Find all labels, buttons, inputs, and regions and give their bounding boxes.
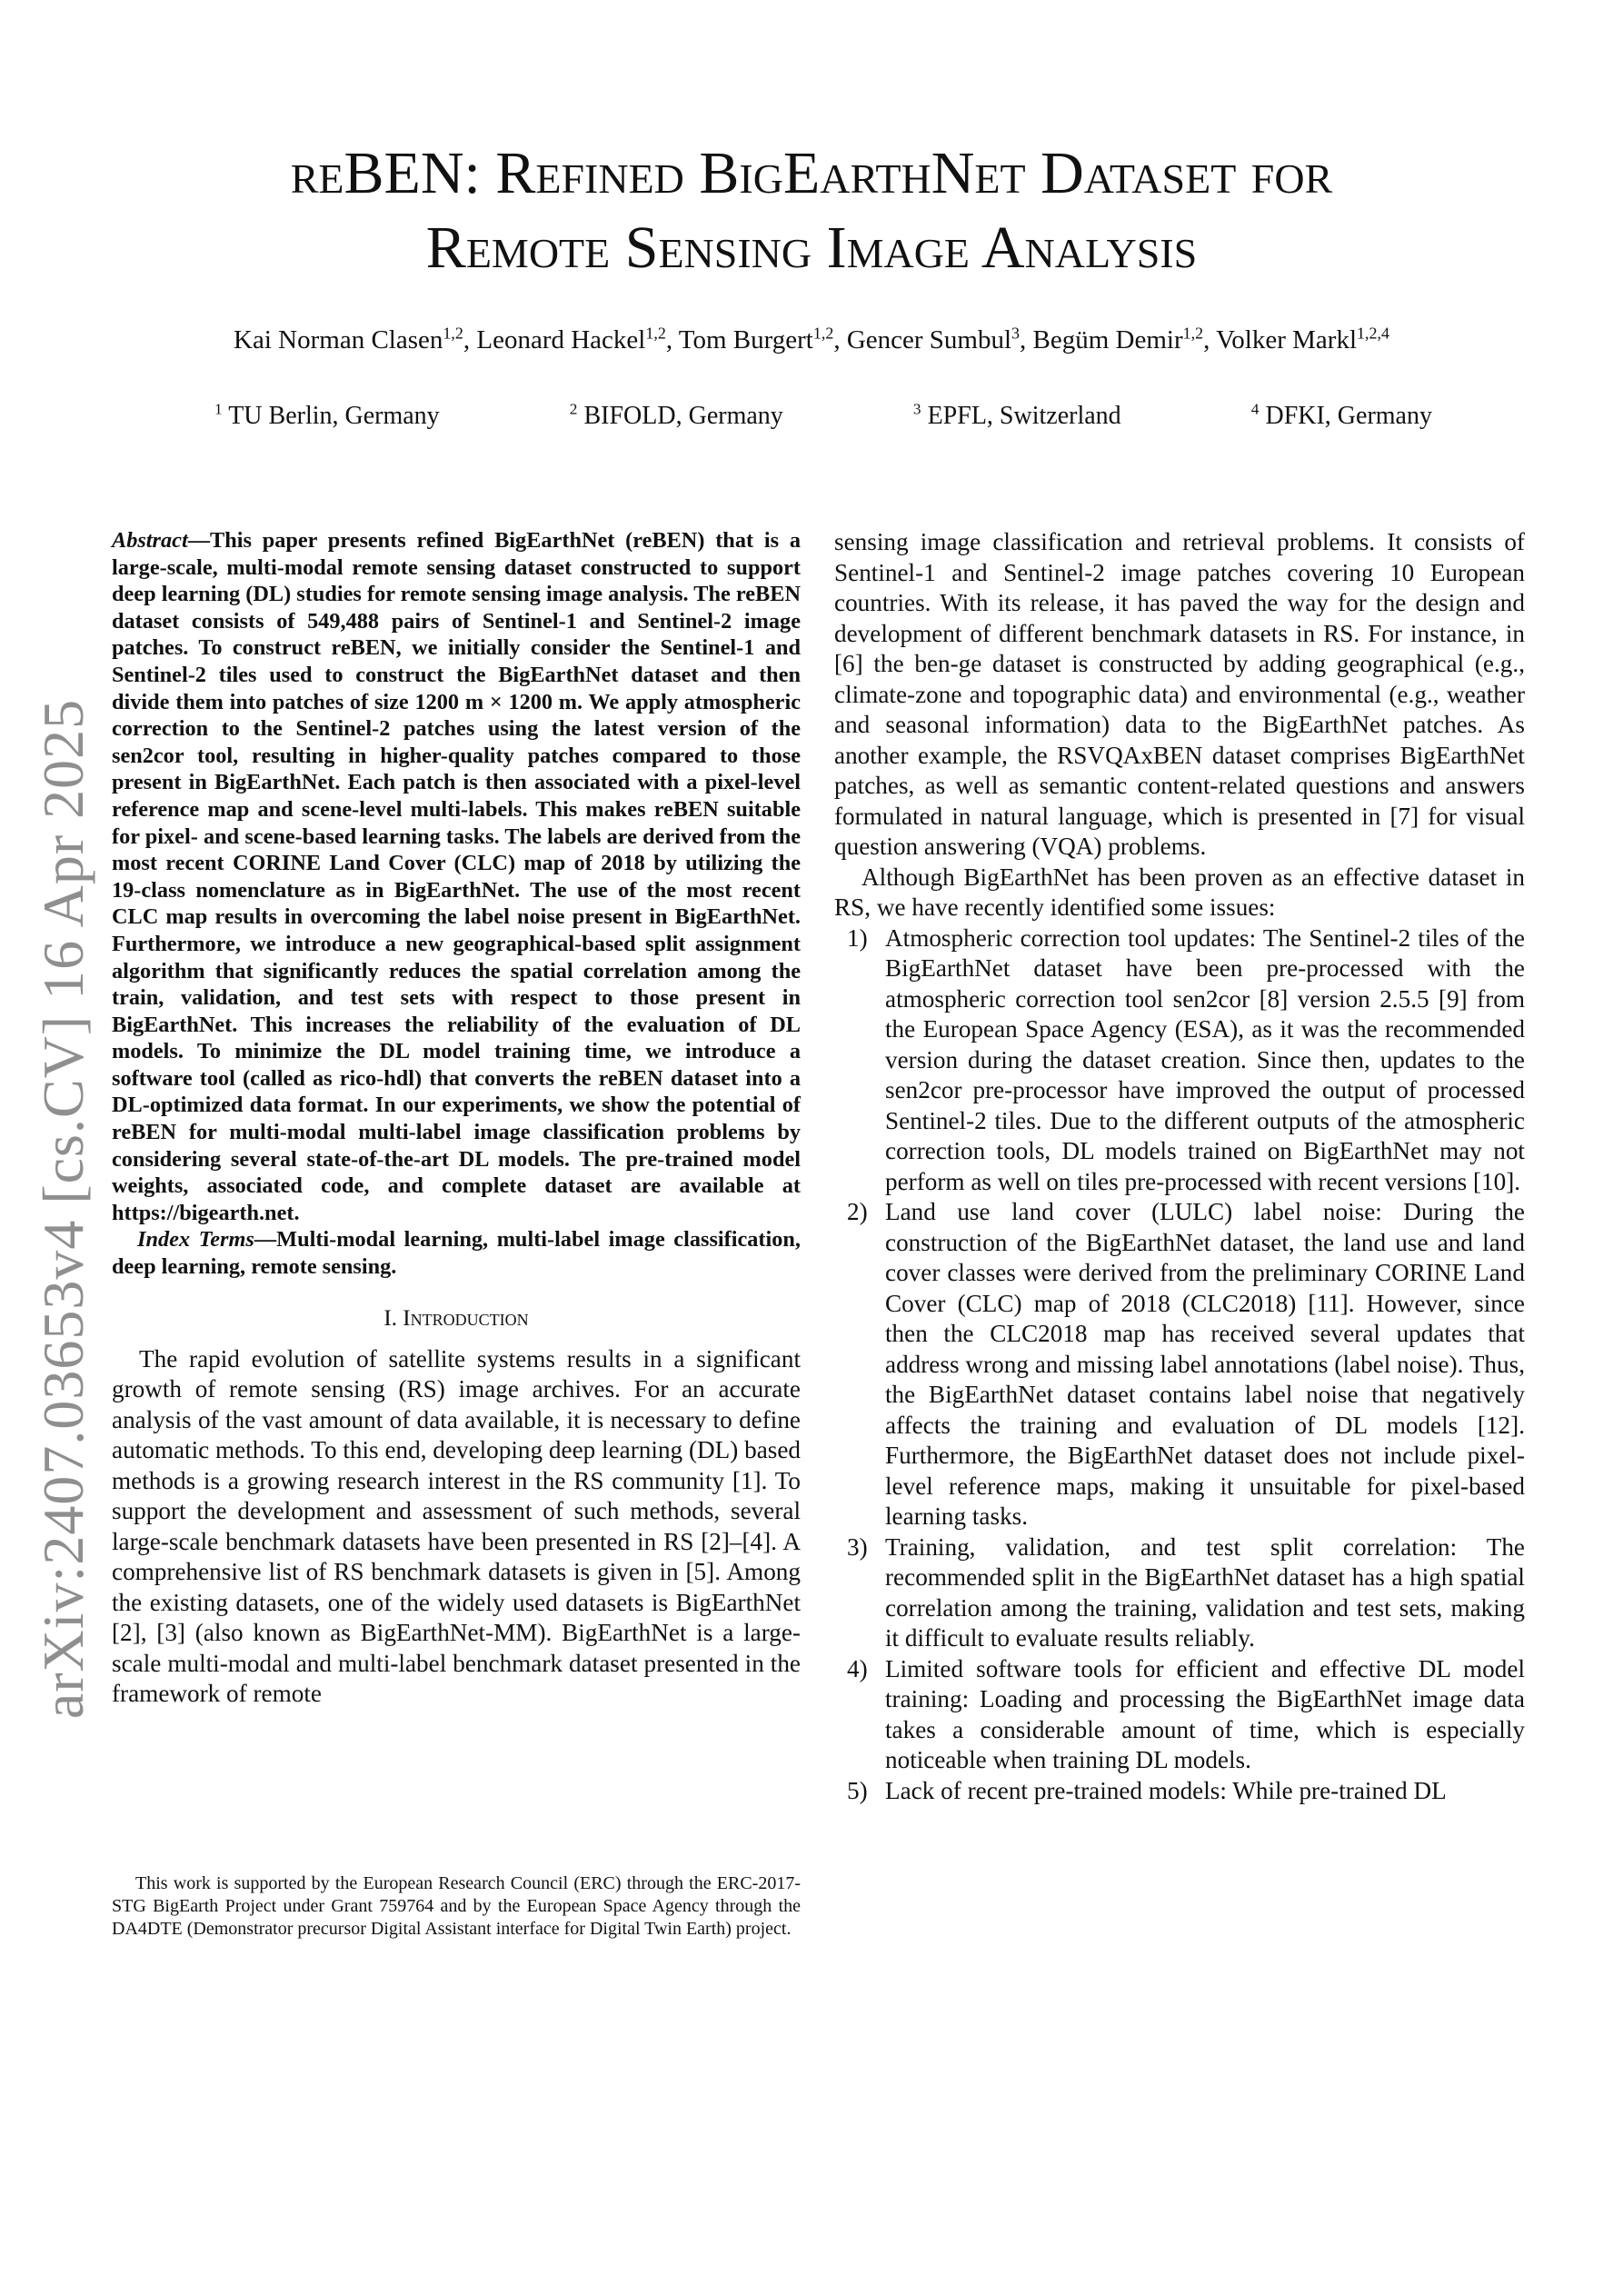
author: Begüm Demir$^{1,2}$: [1032, 324, 1204, 354]
list-item: 4) Limited software tools for efficient and effective DL model training: Loading and processing the BigEarthNet image data takes a considerable amount of time, which is especially noticeable when training DL models.: [847, 1654, 1525, 1773]
abstract-text: —This paper presents refined BigEarthNet (reBEN) that is a large-scale, multi-modal remote sensing dataset constructed to support deep learning (DL) studies for remote sensing image analysis. The reBEN dataset consists of 549,488 pairs of Sentinel-1 and Sentinel-2 image patches. To construct reBEN, we initially consider the Sentinel-1 and Sentinel-2 tiles used to construct the BigEarthNet dataset and then divide them into patches of size 1200 m × 1200 m. We apply atmospheric correction to the Sentinel-2 patches using the latest version of the sen2cor tool, resulting in higher-quality patches compared to those present in BigEarthNet. Each patch is then associated with a pixel-level reference map and scene-level multi-labels. This makes reBEN suitable for pixel- and scene-based learning tasks. The labels are derived from the most recent CORINE Land Cover (CLC) map of 2018 by utilizing the 19-class nomenclature as in BigEarthNet. The use of the most recent CLC map results in overcoming the label noise present in BigEarthNet. Furthermore, we introduce a new geographical-based split assignment algorithm that significantly reduces the spatial correlation among the train, validation, and test sets with respect to those present in BigEarthNet. This increases the reliability of the evaluation of DL models. To minimize the DL model training time, we introduce a software tool (called as rico-hdl) that converts the reBEN dataset into a DL-optimized data format. In our experiments, we show the potential of reBEN for multi-modal multi-label image classification problems by considering several state-of-the-art DL models. The pre-trained model weights, associated code, and complete dataset are available at https://bigearth.net.: [112, 528, 801, 1225]
affiliation-list: [214, 402, 1432, 431]
section-heading: I. Introduction: [383, 1305, 529, 1331]
body-paragraph: sensing image classification and retrieval problems. It consists of Sentinel-1 and Sentinel-2 image patches covering 10 European countries. With its release, it has paved the way for the design and development of different benchmark datasets in RS. For instance, in [6] the ben-ge dataset is constructed by adding geographical (e.g., climate-zone and topographic data) and environmental (e.g., weather and seasonal information) data to the BigEarthNet patches. As another example, the RSVQAxBEN dataset comprises BigEarthNet patches, as well as semantic content-related questions and answers formulated in natural language, which is presented in [7] for visual question answering (VQA) problems.: [834, 528, 1525, 860]
author: Gencer Sumbul$^3$: [846, 324, 1021, 354]
arxiv-stamp: [27, 698, 100, 1720]
list-item: 5) Lack of recent pre-trained models: While pre-trained DL: [847, 1776, 1447, 1804]
author: Leonard Hackel$^{1,2}$: [476, 324, 666, 354]
paper-title: [109, 136, 1514, 285]
list-item: 1) Atmospheric correction tool updates: The Sentinel-2 tiles of the BigEarthNet dataset have been pre-processed with the atmospheric correction tool sen2cor [8] version 2.5.5 [9] from the European Space Agency (ESA), as it was the recommended version during the dataset creation. Since then, updates to the sen2cor pre-processor have improved the output of processed Sentinel-2 tiles. Due to the different outputs of the atmospheric correction tools, DL models trained on BigEarthNet may not perform as well on tiles pre-processed with recent versions [10].: [847, 923, 1525, 1195]
author-list: Kai Norman Clasen$^{1,2}$, Leonard Hackel$^{1,2}$, Tom Burgert$^{1,2}$, Gencer Sumbul$^3$, Begüm Demir$^{1,2}$, Volker Markl$^{1,2,4}$: [234, 324, 1389, 354]
footnote: [112, 1872, 801, 1941]
arxiv-id: arXiv:2407.03653v4 [cs.CV] 16 Apr 2025: [31, 698, 95, 1720]
abstract-label: Abstract: [112, 528, 188, 553]
list-item: 3) Training, validation, and test split correlation: The recommended split in the BigEarthNet dataset has a high spatial correlation among the training, validation and test sets, making it difficult to evaluate results reliably.: [847, 1532, 1525, 1652]
intro-paragraph: The rapid evolution of satellite systems results in a significant growth of remote sensing (RS) image archives. For an accurate analysis of the vast amount of data available, it is necessary to define automatic methods. To this end, developing deep learning (DL) based methods is a growing research interest in the RS community [1]. To support the development and assessment of such methods, several large-scale benchmark datasets have been presented in RS [2]–[4]. A comprehensive list of RS benchmark datasets is given in [5]. Among the existing datasets, one of the widely used datasets is BigEarthNet [2], [3] (also known as BigEarthNet-MM). BigEarthNet is a large-scale multi-modal and multi-label benchmark dataset presented in the framework of remote: [112, 1344, 801, 1708]
affiliation: $^2$ BIFOLD, Germany: [569, 400, 783, 430]
right-column: [834, 527, 1525, 1806]
affiliation: $^3$ EPFL, Switzerland: [912, 400, 1121, 430]
body-paragraph: Although BigEarthNet has been proven as an effective dataset in RS, we have recently identified some issues:: [834, 863, 1525, 921]
affiliation: $^1$ TU Berlin, Germany: [214, 400, 440, 430]
footnote-text: This work is supported by the European Research Council (ERC) through the ERC-2017-STG BigEarth Project under Grant 759764 and by the European Space Agency through the DA4DTE (Demonstrator precursor Digital Assistant interface for Digital Twin Earth) project.: [112, 1873, 801, 1939]
index-terms-label: Index Terms: [137, 1227, 254, 1253]
index-terms: [112, 1226, 801, 1280]
index-terms-text: —Multi-modal learning, multi-label image classification, deep learning, remote sensing.: [112, 1227, 802, 1280]
author: Volker Markl$^{1,2,4}$: [1216, 324, 1389, 354]
author: Tom Burgert$^{1,2}$: [678, 324, 834, 354]
author: Kai Norman Clasen$^{1,2}$: [234, 324, 463, 354]
title-line-2: Remote Sensing Image Analysis: [425, 215, 1198, 281]
title-line-1: reBEN: Refined BigEarthNet Dataset for: [290, 140, 1333, 206]
abstract: [112, 527, 801, 1226]
issues-list: [834, 923, 1525, 1807]
left-column: [112, 527, 801, 1710]
affiliation: $^4$ DFKI, Germany: [1250, 400, 1432, 430]
list-item: 2) Land use land cover (LULC) label noise: During the construction of the BigEarthNet dataset, the land use and land cover classes were derived from the preliminary CORINE Land Cover (CLC) map of 2018 (CLC2018) [11]. However, since then the CLC2018 map has received several updates that address wrong and missing label annotations (label noise). Thus, the BigEarthNet dataset contains label noise that negatively affects the training and evaluation of DL models [12]. Furthermore, the BigEarthNet dataset does not include pixel-level reference maps, making it unsuitable for pixel-based learning tasks.: [847, 1198, 1525, 1530]
